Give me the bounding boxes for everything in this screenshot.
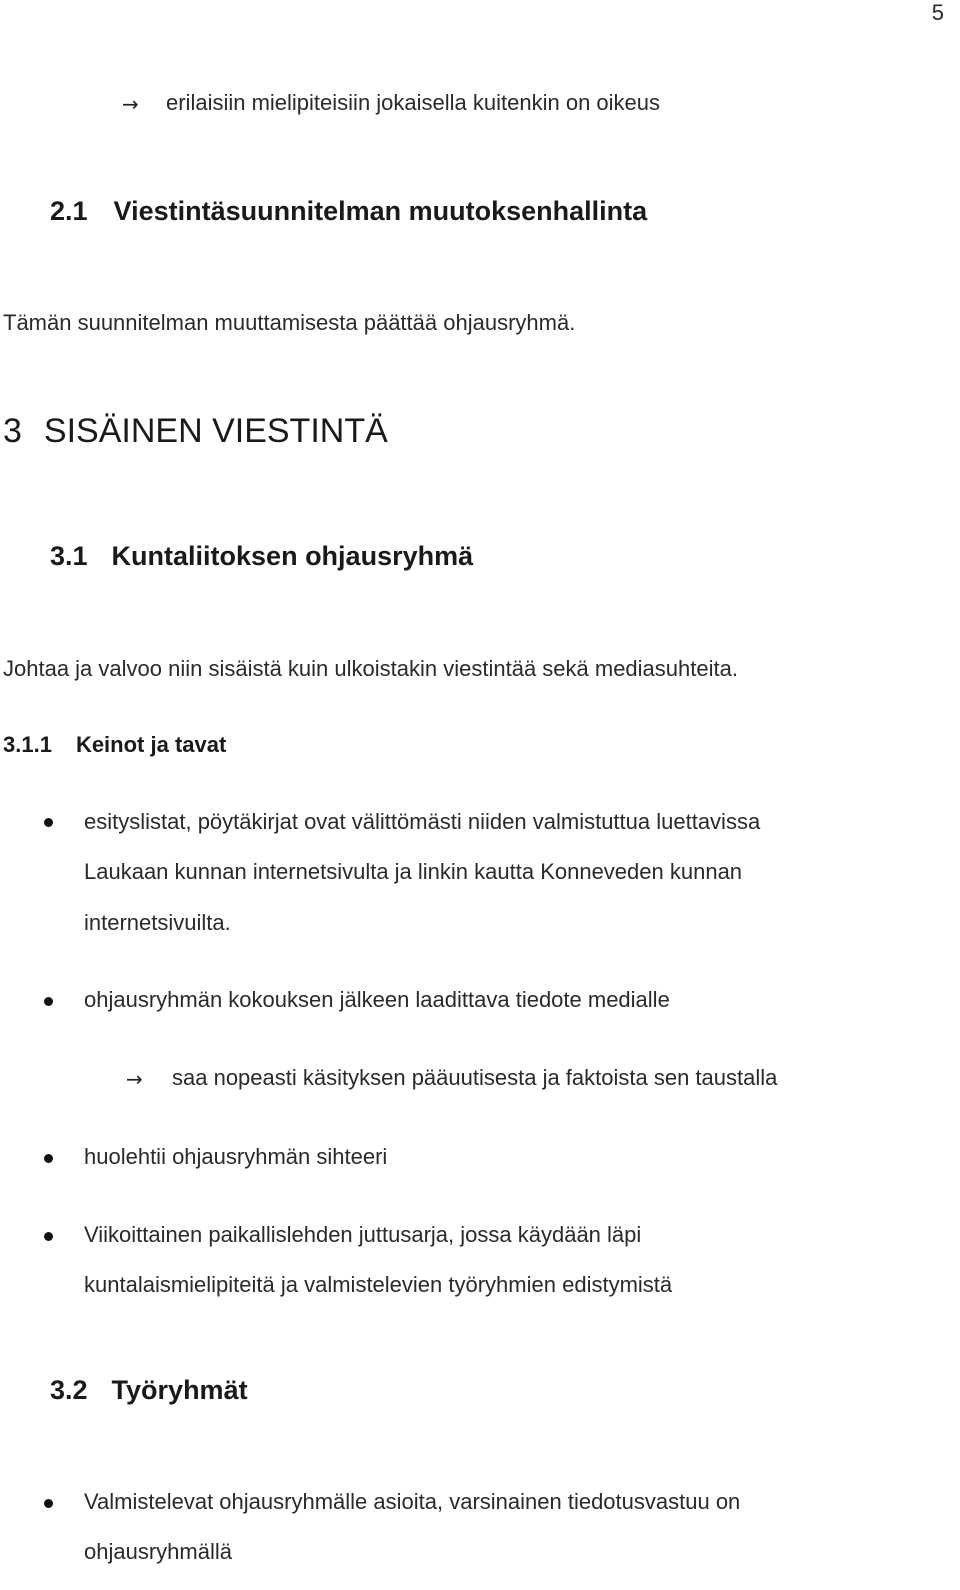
paragraph: Johtaa ja valvoo niin sisäistä kuin ulkoistakin viestintää sekä mediasuhteita. bbox=[3, 656, 738, 681]
bullet-text: ohjausryhmän kokouksen jälkeen laadittava tiedote medialle bbox=[84, 987, 670, 1012]
section-number: 3.1 bbox=[50, 541, 88, 571]
section-number: 3.1.1 bbox=[3, 732, 52, 757]
bullet-text-line: ohjausryhmällä bbox=[84, 1539, 232, 1564]
arrow-icon: → bbox=[122, 92, 139, 116]
section-heading-3-2 bbox=[50, 1375, 248, 1406]
section-number: 3.2 bbox=[50, 1375, 88, 1405]
bullet-icon bbox=[44, 1154, 53, 1163]
arrow-item-text: erilaisiin mielipiteisiin jokaisella kuitenkin on oikeus bbox=[166, 90, 661, 115]
chapter-title: SISÄINEN VIESTINTÄ bbox=[43, 412, 388, 450]
bullet-text-line: kuntalaismielipiteitä ja valmistelevien työryhmien edistymistä bbox=[84, 1272, 673, 1297]
section-title: Työryhmät bbox=[111, 1375, 248, 1405]
page-number: 5 bbox=[931, 0, 944, 25]
chapter-number: 3 bbox=[3, 412, 22, 450]
section-title: Viestintäsuunnitelman muutoksenhallinta bbox=[113, 196, 648, 226]
paragraph: Tämän suunnitelman muuttamisesta päättää ohjausryhmä. bbox=[3, 310, 576, 335]
section-heading-2-1 bbox=[50, 196, 647, 227]
section-title: Kuntaliitoksen ohjausryhmä bbox=[111, 541, 474, 571]
bullet-icon bbox=[44, 1499, 53, 1508]
bullet-text-line: Viikoittainen paikallislehden juttusarja, jossa käydään läpi bbox=[84, 1222, 642, 1247]
arrow-icon: → bbox=[126, 1067, 143, 1091]
bullet-text-line: internetsivuilta. bbox=[84, 910, 231, 935]
section-heading-3-1 bbox=[50, 541, 473, 572]
bullet-text-line: Valmistelevat ohjausryhmälle asioita, varsinainen tiedotusvastuu on bbox=[84, 1489, 741, 1514]
bullet-text-line: Laukaan kunnan internetsivulta ja linkin kautta Konneveden kunnan bbox=[84, 859, 743, 884]
bullet-text-line: esityslistat, pöytäkirjat ovat välittömästi niiden valmistuttua luettavissa bbox=[84, 809, 761, 834]
bullet-text: huolehtii ohjausryhmän sihteeri bbox=[84, 1144, 388, 1169]
chapter-heading-3 bbox=[3, 412, 388, 451]
bullet-icon bbox=[44, 1232, 53, 1241]
bullet-icon bbox=[44, 818, 53, 827]
bullet-icon bbox=[44, 997, 53, 1006]
arrow-item-text: saa nopeasti käsityksen pääuutisesta ja faktoista sen taustalla bbox=[172, 1065, 778, 1090]
section-heading-3-1-1 bbox=[3, 732, 226, 758]
section-number: 2.1 bbox=[50, 196, 88, 226]
section-title: Keinot ja tavat bbox=[75, 732, 227, 757]
